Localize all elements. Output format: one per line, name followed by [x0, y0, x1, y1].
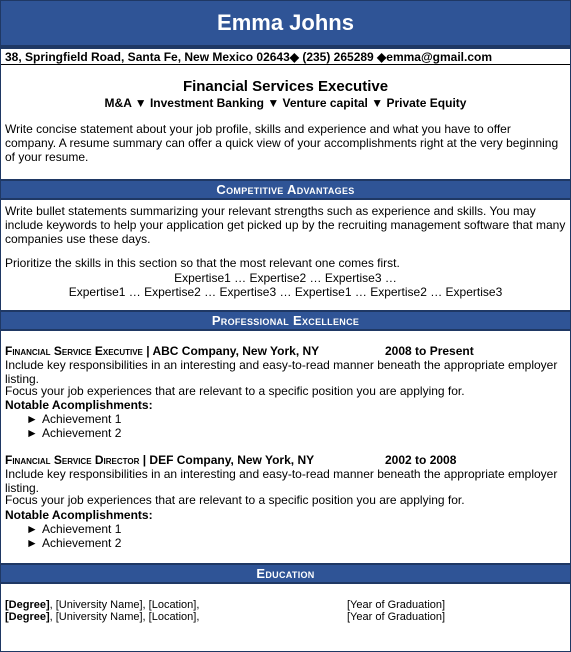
profile-summary: Write concise statement about your job profile, skills and experience and what you have to offer company. A resume summary can offer a quick view of your accomplishments right at the very beginning of your resume.: [5, 122, 559, 164]
bullet-arrow-icon: ►: [26, 522, 38, 536]
achievement-item: [26, 536, 121, 550]
job-role: Financial Service Director: [5, 453, 140, 467]
profile-keywords: M&A ▼ Investment Banking ▼ Venture capital ▼ Private Equity: [104, 96, 467, 110]
job-title-line: [5, 453, 567, 467]
advantages-prioritize: Prioritize the skills in this section so that the most relevant one comes first.: [5, 256, 400, 270]
expertise-line-1: Expertise1 … Expertise2 … Expertise3 …: [174, 271, 397, 285]
job-responsibilities: Include key responsibilities in an interesting and easy-to-read manner beneath the appropriate employer listing.: [5, 358, 558, 386]
section-heading-education: Education: [1, 563, 570, 584]
job-company: | DEF Company, New York, NY: [139, 453, 315, 467]
bullet-arrow-icon: ►: [26, 426, 38, 440]
job-dates: 2008 to Present: [385, 344, 474, 358]
job-dates: 2002 to 2008: [385, 453, 457, 467]
edu-degree: [Degree]: [5, 611, 50, 623]
edu-year: [Year of Graduation]: [347, 611, 446, 623]
profile-headline: Financial Services Executive: [182, 78, 389, 95]
achievement-item: [26, 426, 121, 440]
achievement-item: [26, 412, 121, 426]
job-role: Financial Service Executive: [5, 344, 143, 358]
education-row: [5, 611, 567, 623]
job-responsibilities: Include key responsibilities in an interesting and easy-to-read manner beneath the appropriate employer listing.: [5, 467, 558, 495]
edu-details: , [University Name], [Location],: [49, 611, 200, 623]
edu-degree: [Degree]: [5, 599, 50, 611]
achievement-label: Achievement 2: [42, 426, 122, 440]
section-heading-experience: Professional Excellence: [1, 310, 570, 331]
achievement-label: Achievement 2: [42, 536, 122, 550]
notable-heading: Notable Acomplishments:: [5, 398, 153, 412]
advantages-text: Write bullet statements summarizing your relevant strengths such as experience and skills. You may include keywords to help your application get picked up by the recruiting management software that many companies use these days.: [5, 204, 566, 246]
job-company: | ABC Company, New York, NY: [142, 344, 320, 358]
job-title-line: [5, 344, 567, 358]
job-focus: Focus your job experiences that are relevant to a specific position you are applying for.: [5, 493, 465, 507]
edu-details: , [University Name], [Location],: [49, 599, 200, 611]
achievement-item: [26, 522, 121, 536]
contact-divider: [1, 64, 570, 65]
bullet-arrow-icon: ►: [26, 536, 38, 550]
edu-year: [Year of Graduation]: [347, 599, 446, 611]
name-header: Emma Johns: [1, 1, 570, 49]
achievement-label: Achievement 1: [42, 522, 122, 536]
contact-line: 38, Springfield Road, Santa Fe, New Mexico 02643◆ (235) 265289 ◆emma@gmail.com: [5, 50, 493, 64]
section-heading-advantages: Competitive Advantages: [1, 179, 570, 200]
expertise-line-2: Expertise1 … Expertise2 … Expertise3 … Expertise1 … Expertise2 … Expertise3: [68, 285, 503, 299]
achievement-label: Achievement 1: [42, 412, 122, 426]
bullet-arrow-icon: ►: [26, 412, 38, 426]
notable-heading: Notable Acomplishments:: [5, 508, 153, 522]
education-row: [5, 599, 567, 611]
job-focus: Focus your job experiences that are relevant to a specific position you are applying for.: [5, 384, 465, 398]
